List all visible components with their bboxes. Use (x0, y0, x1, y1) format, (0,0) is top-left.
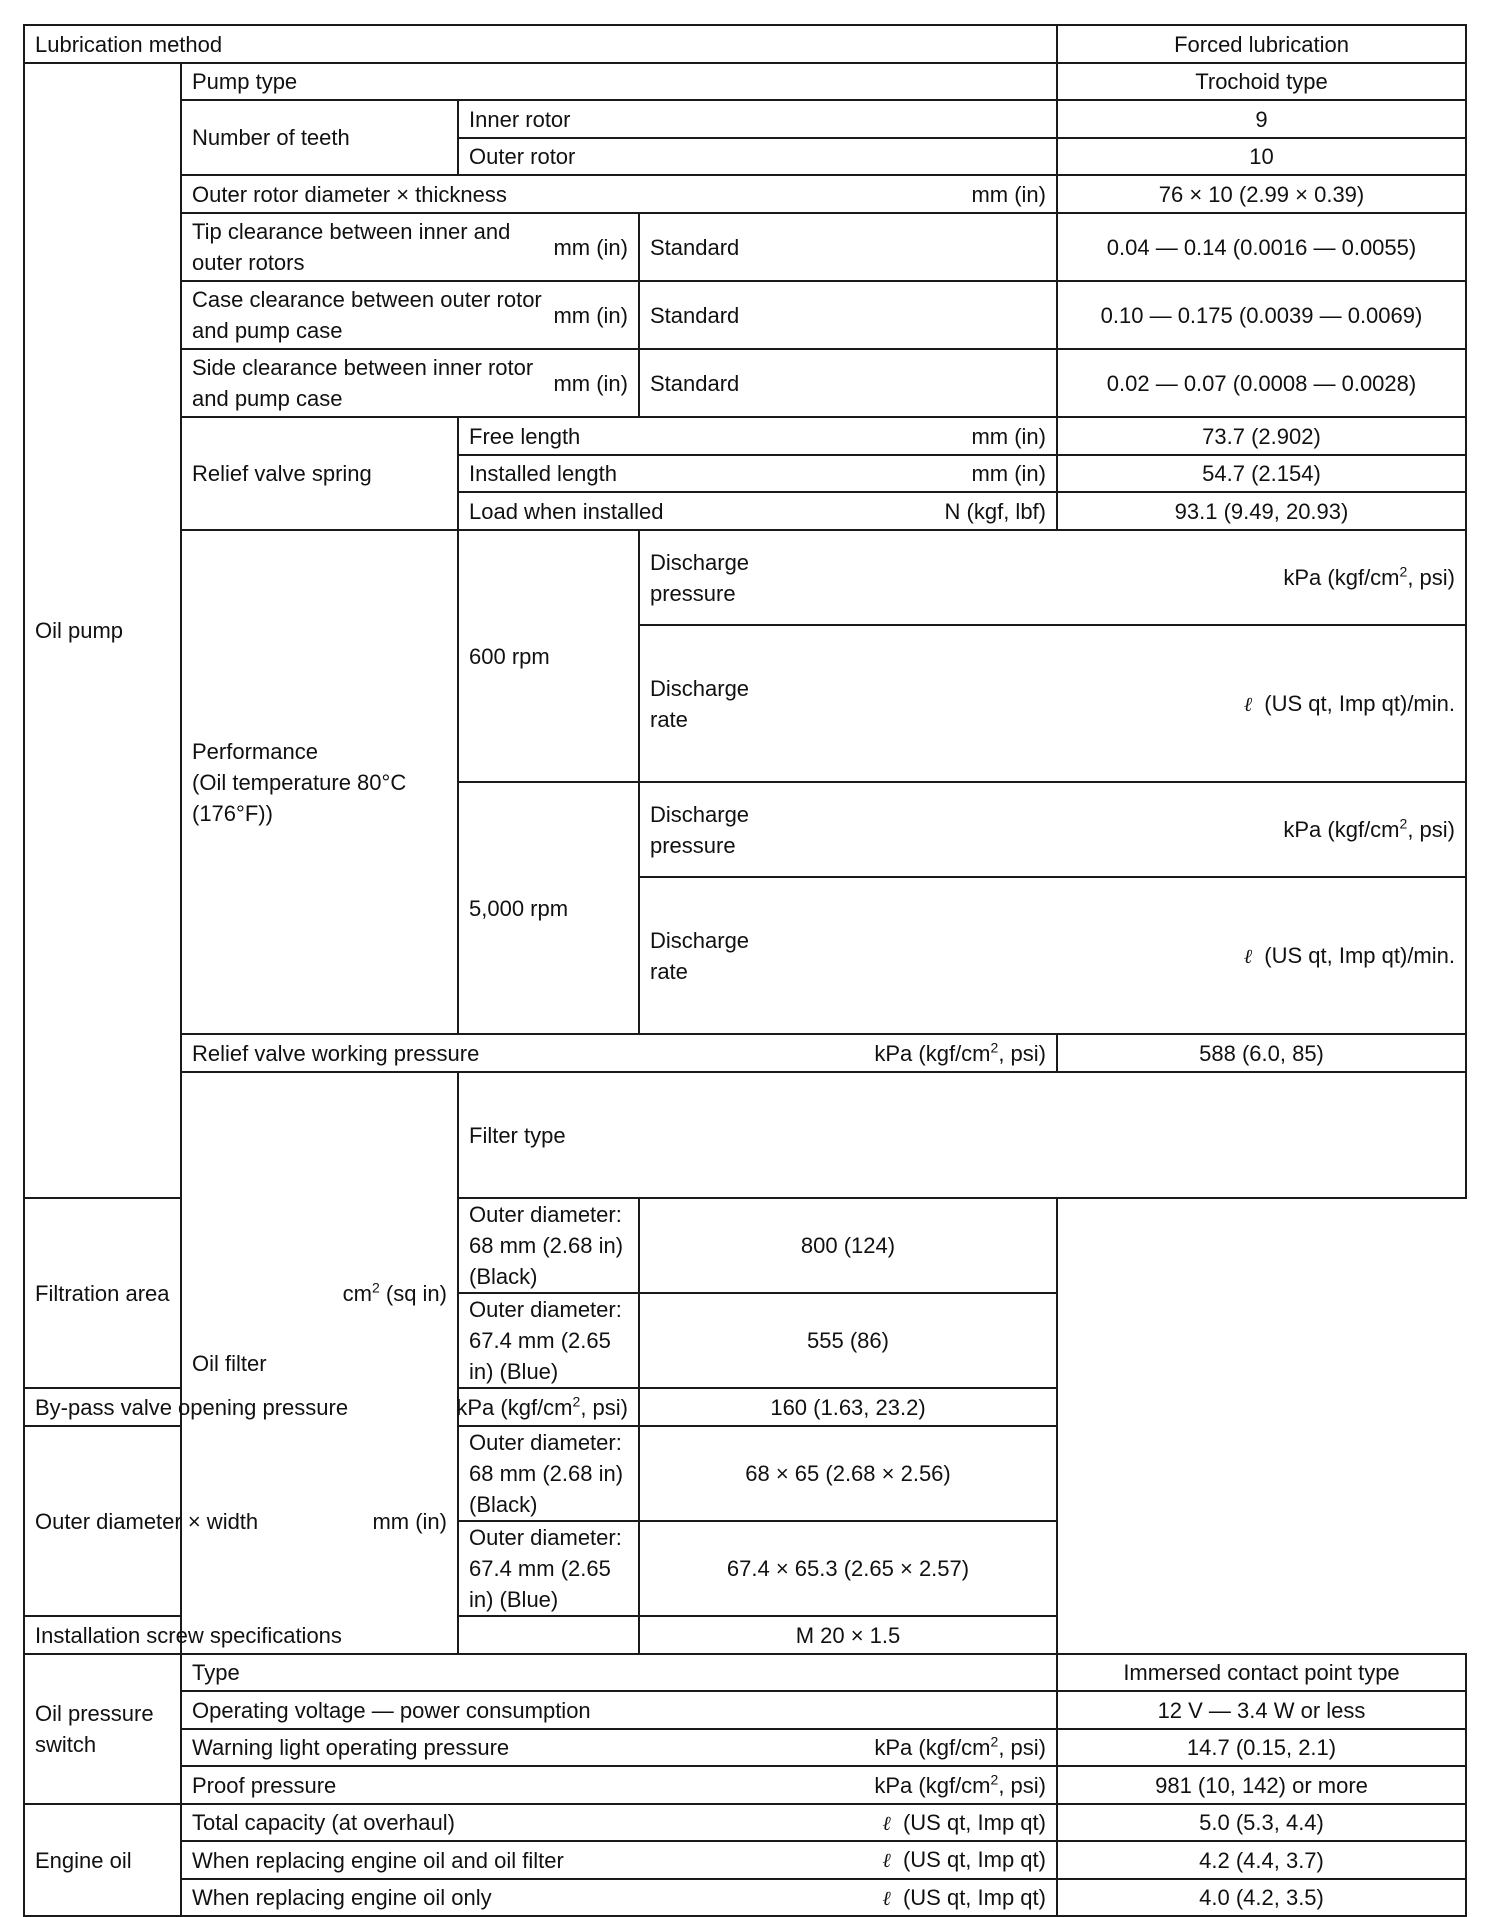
case-clearance-standard: Standard (639, 281, 1057, 349)
relief-spring-label: Relief valve spring (181, 417, 458, 530)
filtration-blue-label: Outer diameter: 67.4 mm (2.65 in) (Blue) (458, 1293, 639, 1388)
table-row (24, 1729, 1466, 1766)
teeth-label: Number of teeth (181, 100, 458, 175)
installed-length-cell (458, 455, 1057, 492)
pump-type-value: Trochoid type (1057, 63, 1466, 100)
outer-rotor-dimension-label: Outer rotor diameter × thickness (192, 181, 507, 207)
table-row (24, 1034, 1466, 1072)
load-installed-cell (458, 492, 1057, 530)
bypass-value: 160 (1.63, 23.2) (639, 1388, 1057, 1426)
section-oil-pressure-switch: Oil pressure switch (24, 1654, 181, 1804)
table-row (24, 1388, 1466, 1426)
table-row (24, 1426, 1466, 1521)
tip-clearance-value: 0.04 — 0.14 (0.0016 — 0.0055) (1057, 213, 1466, 281)
discharge-pressure-label: Discharge pressure (650, 549, 750, 606)
bypass-cell (24, 1388, 639, 1426)
case-clearance-value: 0.10 — 0.175 (0.0039 — 0.0069) (1057, 281, 1466, 349)
p5000-cell (639, 782, 1466, 877)
liter-icon: ℓ (882, 1885, 891, 1910)
table-row (24, 1072, 1466, 1198)
filtration-black-label: Outer diameter: 68 mm (2.68 in) (Black) (458, 1198, 639, 1293)
relief-pressure-cell (181, 1034, 1057, 1072)
filter-type-label: Filter type (458, 1072, 1466, 1198)
rpm-5000-label: 5,000 rpm (458, 782, 639, 1034)
table-row (24, 417, 1466, 455)
with-filter-unit: ℓ (US qt, Imp qt) (882, 1847, 1046, 1872)
bypass-unit: kPa ($kgf/cm^2$, psi) (456, 1393, 628, 1420)
liter-icon: ℓ (882, 1848, 891, 1872)
side-clearance-cell (181, 349, 639, 417)
discharge-rate-unit: ℓ (US qt, Imp qt)/min. (1243, 942, 1455, 968)
filtration-black-value: 800 (124) (639, 1198, 1057, 1293)
outer-rotor-dimension-unit: mm (in) (971, 181, 1046, 207)
pump-type-label: Pump type (181, 63, 1057, 100)
oil-only-label: When replacing engine oil only (192, 1885, 492, 1910)
warning-value: 14.7 (0.15, 2.1) (1057, 1729, 1466, 1766)
side-clearance-standard: Standard (639, 349, 1057, 417)
voltage-value: 12 V — 3.4 W or less (1057, 1691, 1466, 1729)
installed-length-value: 54.7 (2.154) (1057, 455, 1466, 492)
table-row (24, 1616, 1466, 1654)
filtration-area-label: Filtration area (35, 1280, 170, 1306)
oil-only-unit: ℓ (US qt, Imp qt) (882, 1884, 1046, 1910)
outer-dim-label: Outer diameter × width (35, 1508, 259, 1534)
discharge-rate-label: Discharge rate (650, 675, 750, 732)
side-clearance-value: 0.02 — 0.07 (0.0008 — 0.0028) (1057, 349, 1466, 417)
discharge-pressure-unit: kPa ($kgf/cm^2$, psi) (1283, 815, 1455, 842)
voltage-label: Operating voltage — power consumption (181, 1691, 1057, 1729)
performance-title: Performance (192, 738, 318, 764)
outer-rotor-value: 10 (1057, 138, 1466, 175)
warning-cell (181, 1729, 1057, 1766)
with-filter-cell (181, 1841, 1057, 1879)
total-capacity-label: Total capacity (at overhaul) (192, 1810, 455, 1835)
table-row (24, 1804, 1466, 1841)
outer-dim-black-label: Outer diameter: 68 mm (2.68 in) (Black) (458, 1426, 639, 1521)
discharge-pressure-unit: kPa ($kgf/cm^2$, psi) (1283, 563, 1455, 590)
screw-value: M 20 × 1.5 (639, 1616, 1057, 1654)
inner-rotor-value: 9 (1057, 100, 1466, 138)
tip-clearance-standard: Standard (639, 213, 1057, 281)
switch-type-value: Immersed contact point type (1057, 1654, 1466, 1691)
filtration-area-unit: $cm^2$ (sq in) (342, 1279, 447, 1306)
table-row (24, 349, 1466, 417)
proof-cell (181, 1766, 1057, 1804)
bypass-label: By-pass valve opening pressure (35, 1394, 349, 1420)
total-capacity-unit: ℓ (US qt, Imp qt) (882, 1809, 1046, 1835)
outer-dim-blue-label: Outer diameter: 67.4 mm (2.65 in) (Blue) (458, 1521, 639, 1616)
table-row (24, 1841, 1466, 1879)
table-row (24, 1766, 1466, 1804)
screw-label: Installation screw specifications (24, 1616, 639, 1654)
side-clearance-label: Side clearance between inner rotor and pump case (192, 355, 534, 411)
installed-length-unit: mm (in) (971, 461, 1046, 486)
proof-unit: kPa ($kgf/cm^2$, psi) (874, 1771, 1046, 1798)
outer-dim-blue-value: 67.4 × 65.3 (2.65 × 2.57) (639, 1521, 1057, 1616)
liter-icon: ℓ (882, 1810, 891, 1835)
table-row (24, 25, 1466, 63)
lubrication-spec-table (23, 24, 1467, 1917)
case-clearance-unit: mm (in) (553, 302, 628, 328)
filtration-blue-value: 555 (86) (639, 1293, 1057, 1388)
load-installed-label: Load when installed (469, 498, 664, 524)
table-row (24, 530, 1466, 625)
discharge-rate-label: Discharge rate (650, 927, 750, 984)
liter-icon: ℓ (1243, 691, 1253, 716)
relief-pressure-label: Relief valve working pressure (192, 1040, 480, 1066)
with-filter-value: 4.2 (4.4, 3.7) (1057, 1841, 1466, 1879)
proof-label: Proof pressure (192, 1772, 337, 1798)
outer-rotor-label: Outer rotor (458, 138, 1057, 175)
discharge-rate-unit: ℓ (US qt, Imp qt)/min. (1243, 690, 1455, 716)
outer-rotor-dimension-cell (181, 175, 1057, 213)
total-capacity-cell (181, 1804, 1057, 1841)
case-clearance-cell (181, 281, 639, 349)
table-row (24, 63, 1466, 100)
warning-label: Warning light operating pressure (192, 1735, 510, 1760)
table-row (24, 1654, 1466, 1691)
table-row (24, 100, 1466, 138)
outer-dim-black-value: 68 × 65 (2.68 × 2.56) (639, 1426, 1057, 1521)
rpm-600-label: 600 rpm (458, 530, 639, 782)
oil-only-cell (181, 1879, 1057, 1916)
tip-clearance-unit: mm (in) (553, 234, 628, 260)
total-capacity-value: 5.0 (5.3, 4.4) (1057, 1804, 1466, 1841)
warning-unit: kPa ($kgf/cm^2$, psi) (874, 1733, 1046, 1760)
tip-clearance-label: Tip clearance between inner and outer rotors (192, 219, 511, 275)
outer-dim-unit: mm (in) (372, 1508, 447, 1534)
with-filter-label: When replacing engine oil and oil filter (192, 1847, 564, 1873)
proof-value: 981 (10, 142) or more (1057, 1766, 1466, 1804)
p600-cell (639, 530, 1466, 625)
tip-clearance-cell (181, 213, 639, 281)
outer-rotor-dimension-value: 76 × 10 (2.99 × 0.39) (1057, 175, 1466, 213)
table-row (24, 1691, 1466, 1729)
relief-pressure-unit: kPa ($kgf/cm^2$, psi) (874, 1039, 1046, 1066)
outer-dim-cell (24, 1426, 458, 1616)
relief-pressure-value: 588 (6.0, 85) (1057, 1034, 1466, 1072)
oil-only-value: 4.0 (4.2, 3.5) (1057, 1879, 1466, 1916)
section-oil-pump: Oil pump (24, 63, 181, 1198)
r600-cell (639, 625, 1466, 782)
table-row (24, 175, 1466, 213)
performance-label (181, 530, 458, 1034)
lubrication-method-value: Forced lubrication (1057, 25, 1466, 63)
lubrication-method-label: Lubrication method (24, 25, 1057, 63)
free-length-unit: mm (in) (971, 423, 1046, 449)
discharge-pressure-label: Discharge pressure (650, 801, 750, 858)
inner-rotor-label: Inner rotor (458, 100, 1057, 138)
case-clearance-label: Case clearance between outer rotor and pump case (192, 287, 542, 343)
installed-length-label: Installed length (469, 461, 617, 486)
table-row (24, 213, 1466, 281)
free-length-value: 73.7 (2.902) (1057, 417, 1466, 455)
table-row (24, 1879, 1466, 1916)
liter-icon: ℓ (1243, 943, 1253, 968)
section-engine-oil: Engine oil (24, 1804, 181, 1916)
table-row (24, 281, 1466, 349)
r5000-cell (639, 877, 1466, 1034)
performance-condition: (Oil temperature 80°C (176°F)) (192, 769, 407, 826)
free-length-label: Free length (469, 423, 581, 449)
switch-type-label: Type (181, 1654, 1057, 1691)
load-installed-unit: N (kgf, lbf) (944, 498, 1046, 524)
section-oil-filter: Oil filter (181, 1072, 458, 1654)
table-row (24, 1198, 1466, 1293)
side-clearance-unit: mm (in) (553, 370, 628, 396)
free-length-cell (458, 417, 1057, 455)
load-installed-value: 93.1 (9.49, 20.93) (1057, 492, 1466, 530)
